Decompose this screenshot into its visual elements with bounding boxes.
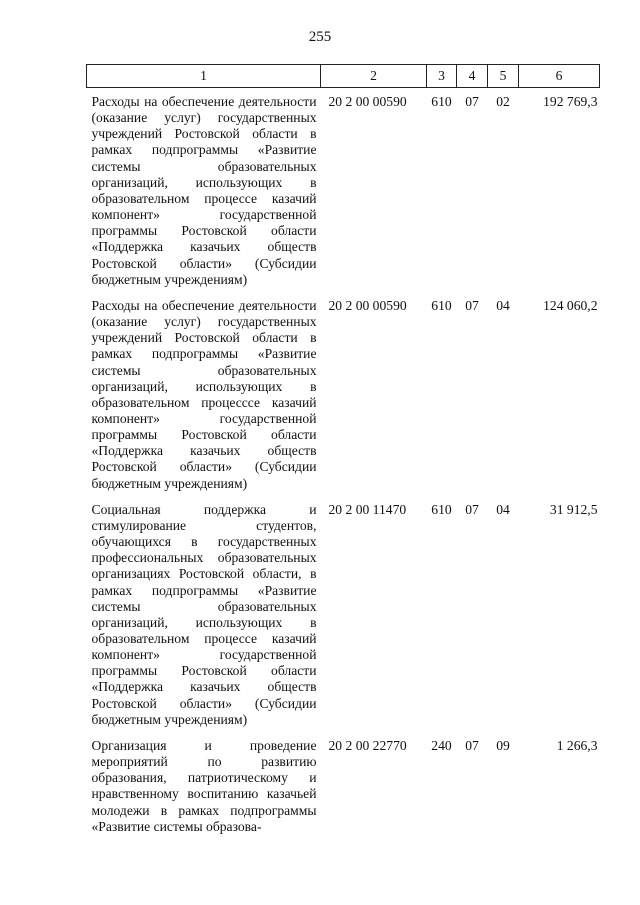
table-header (87, 65, 600, 88)
row-amount: 192 769,3 (543, 94, 598, 109)
row-target-code: 20 2 00 00590 (328, 297, 407, 313)
header-col-1: 1 (87, 65, 321, 88)
row-amount: 31 912,5 (549, 501, 598, 517)
row-target-code: 20 2 00 22770 (328, 737, 407, 753)
table-body (87, 88, 600, 839)
table-row (87, 292, 600, 496)
row-subsection: 02 (496, 94, 510, 109)
row-target-code: 20 2 00 00590 (328, 94, 407, 109)
table-row (87, 732, 600, 839)
row-section: 07 (465, 94, 479, 109)
row-expense-type: 610 (431, 501, 452, 517)
row-description: Расходы на обеспечение деятельности (оказание услуг) государственных учреждений Ростовской области в рамках подпрограммы «Развитие системы образовательных организаций, использующих в образовательном процесссе казачий компонент» государственной программы Ростовской области «Поддержка казачьих обществ Ростовской области» (Субсидии бюджетным учреждениям) (91, 297, 317, 491)
table-row (87, 496, 600, 732)
row-section: 07 (465, 501, 479, 517)
header-col-5: 5 (488, 65, 519, 88)
header-row (87, 65, 600, 88)
page-number: 255 (308, 29, 332, 45)
header-col-3: 3 (427, 65, 457, 88)
header-col-6: 6 (519, 65, 600, 88)
header-col-2: 2 (321, 65, 427, 88)
row-description: Организация и проведение мероприятий по развитию образования, патриотическому и нравственному воспитанию казачьей молодежи в рамках подпрограммы «Развитие системы образова- (91, 737, 317, 834)
row-expense-type: 240 (431, 737, 452, 753)
header-col-4: 4 (457, 65, 488, 88)
table-row (87, 88, 600, 292)
row-expense-type: 610 (431, 297, 452, 313)
row-section: 07 (465, 737, 479, 753)
row-amount: 1 266,3 (556, 737, 598, 753)
row-subsection: 09 (496, 737, 510, 753)
row-description: Социальная поддержка и стимулирование студентов, обучающихся в государственных профессиональных образовательных организациях Ростовской области, в рамках подпрограммы «Развитие системы образовательных организаций, использующих в образовательном процессе казачий компонент» государственной программы Ростовской области «Поддержка казачьих обществ Ростовской области» (Субсидии бюджетным учреждениям) (91, 501, 317, 727)
row-amount: 124 060,2 (543, 297, 598, 313)
row-target-code: 20 2 00 11470 (328, 501, 407, 517)
row-description: Расходы на обеспечение деятельности (оказание услуг) государственных учреждений Ростовской области в рамках подпрограммы «Развитие системы образовательных организаций, использующих в образовательном процессе казачий компонент» государственной программы Ростовской области «Поддержка казачьих обществ Ростовской области» (Субсидии бюджетным учреждениям) (91, 94, 317, 287)
row-subsection: 04 (496, 501, 510, 517)
budget-table (86, 64, 600, 839)
row-section: 07 (465, 297, 479, 313)
row-subsection: 04 (496, 297, 510, 313)
row-expense-type: 610 (431, 94, 452, 109)
